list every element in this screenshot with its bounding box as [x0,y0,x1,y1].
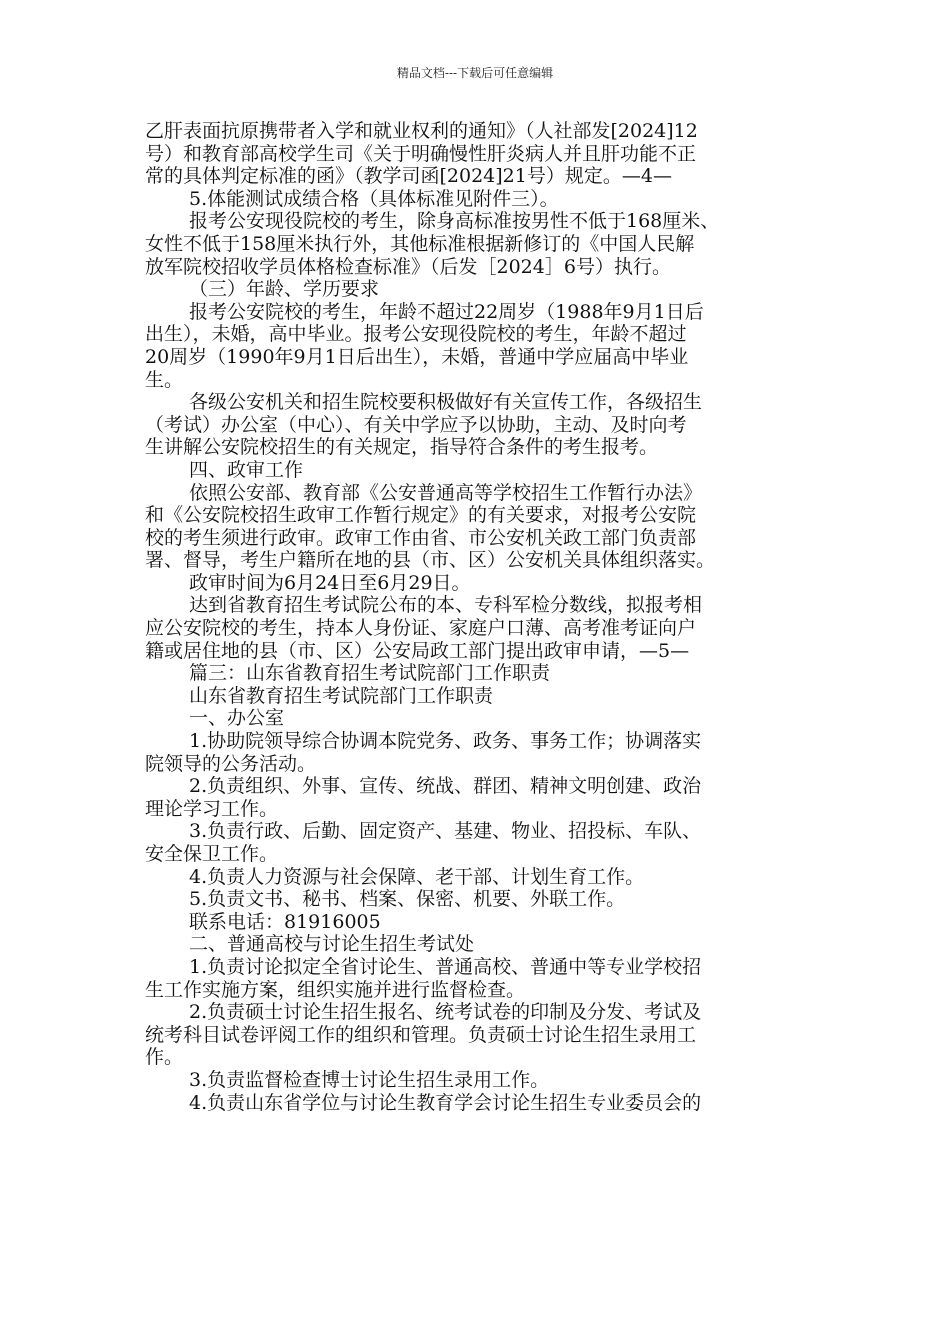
text-line: 2.负责组织、外事、宣传、统战、群团、精神文明创建、政治 [189,775,702,798]
text-line: 放军院校招收学员体格检查标准》（后发［2024］6号）执行。 [145,255,671,278]
text-line: （三）年龄、学历要求 [189,278,380,301]
text-line: 生讲解公安院校招生的有关规定，指导符合条件的考生报考。 [145,436,659,459]
text-line: 理论学习工作。 [145,797,279,820]
text-line: 达到省教育招生考试院公布的本、专科军检分数线，拟报考相 [189,594,703,617]
text-line: 出生），未婚，高中毕业。报考公安现役院校的考生，年龄不超过 [145,323,687,346]
text-line: 报考公安院校的考生，年龄不超过22周岁（1988年9月1日后 [189,300,704,323]
text-line: 依照公安部、教育部《公安普通高等学校招生工作暂行办法》 [189,481,703,504]
text-line: 政审时间为6月24日至6月29日。 [189,571,471,594]
text-line: 4.负责山东省学位与讨论生教育学会讨论生招生专业委员会的 [189,1091,702,1114]
text-line: 四、政审工作 [189,458,304,481]
text-line: 常的具体判定标准的函》（教学司函[2024]21号）规定。—4— [145,165,672,188]
text-line: 3.负责监督检查博士讨论生招生录用工作。 [189,1068,550,1091]
text-line: 和《公安院校招生政审工作暂行规定》的有关要求，对报考公安院 [145,504,697,527]
text-line: 女性不低于158厘米执行外，其他标准根据新修订的《中国人民解 [145,232,695,255]
text-line: 联系电话：81916005 [189,910,381,933]
text-line: 1.负责讨论拟定全省讨论生、普通高校、普通中等专业学校招 [189,955,702,978]
text-line: 篇三：山东省教育招生考试院部门工作职责 [189,662,551,685]
text-line: （考试）办公室（中心）、有关中学应予以协助，主动、及时向考 [145,413,687,436]
text-line: 1.协助院领导综合协调本院党务、政务、事务工作；协调落实 [189,730,702,753]
text-line: 山东省教育招生考试院部门工作职责 [189,684,494,707]
text-line: 各级公安机关和招生院校要积极做好有关宣传工作，各级招生 [189,391,703,414]
text-line: 署、督导，考生户籍所在地的县（市、区）公安机关具体组织落实。 [145,549,716,572]
text-line: 20周岁（1990年9月1日后出生），未婚，普通中学应届高中毕业 [145,345,689,368]
document-body [145,120,825,1114]
text-line: 应公安院校的考生，持本人身份证、家庭户口薄、高考准考证向户 [145,617,697,640]
text-line: 乙肝表面抗原携带者入学和就业权利的通知》（人社部发[2024]12 [145,120,698,142]
text-line: 2.负责硕士讨论生招生报名、统考试卷的印制及分发、考试及 [189,1001,702,1024]
text-line: 一、办公室 [189,707,285,730]
text-line: 报考公安现役院校的考生，除身高标准按男性不低于168厘米、 [189,210,720,233]
text-line: 5.体能测试成绩合格（具体标准见附件三）。 [189,187,559,210]
text-line: 5.负责文书、秘书、档案、保密、机要、外联工作。 [189,888,626,911]
text-line: 安全保卫工作。 [145,843,279,865]
text-line: 3.负责行政、后勤、固定资产、基建、物业、招投标、车队、 [189,820,702,843]
text-line: 校的考生须进行政审。政审工作由省、市公安机关政工部门负责部 [145,526,697,549]
text-line: 作。 [145,1046,184,1069]
text-line: 籍或居住地的县（市、区）公安局政工部门提出政审申请，—5— [145,639,690,662]
text-line: 4.负责人力资源与社会保障、老干部、计划生育工作。 [189,865,645,888]
text-line: 号）和教育部高校学生司《关于明确慢性肝炎病人并且肝功能不正 [145,142,697,165]
page-header: 精品文档---下载后可任意编辑 [396,66,554,80]
text-line: 统考科目试卷评阅工作的组织和管理。负责硕士讨论生招生录用工 [145,1023,697,1046]
text-line: 二、普通高校与讨论生招生考试处 [189,933,475,956]
text-line: 生工作实施方案，组织实施并进行监督检查。 [145,978,526,1001]
text-line: 生。 [145,368,184,391]
text-line: 院领导的公务活动。 [145,752,317,775]
